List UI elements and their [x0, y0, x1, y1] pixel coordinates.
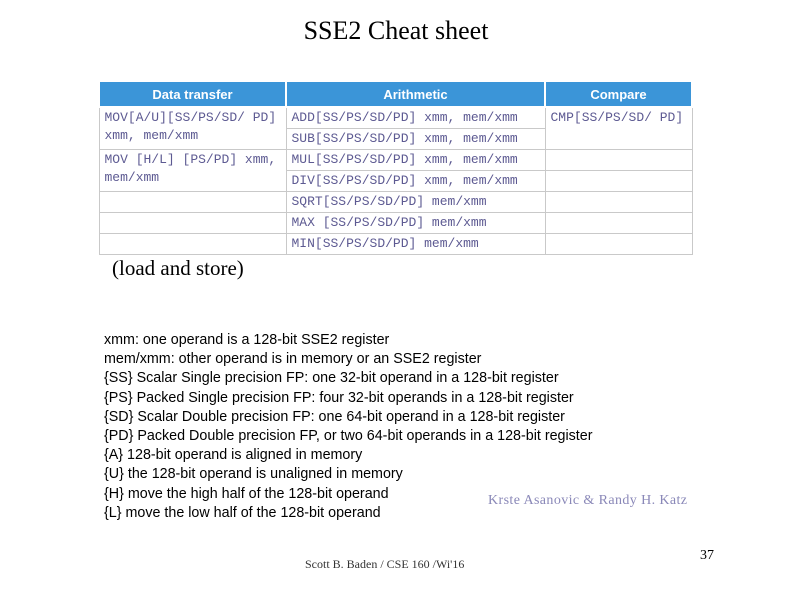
header-compare: Compare — [545, 81, 692, 107]
table-cell-max: MAX [SS/PS/SD/PD] mem/xmm — [286, 213, 545, 234]
note-line: {PS} Packed Single precision FP: four 32-bit operands in a 128-bit register — [104, 389, 574, 406]
table-cell-mul: MUL[SS/PS/SD/PD] xmm, mem/xmm — [286, 150, 545, 171]
page-number: 37 — [700, 548, 714, 563]
note-line: {PD} Packed Double precision FP, or two 64-bit operands in a 128-bit register — [104, 428, 593, 445]
table-cell-empty — [545, 234, 692, 255]
table-cell-sqrt: SQRT[SS/PS/SD/PD] mem/xmm — [286, 192, 545, 213]
table-cell-div: DIV[SS/PS/SD/PD] xmm, mem/xmm — [286, 171, 545, 192]
table-row — [99, 150, 692, 171]
table-cell-empty — [99, 213, 286, 234]
table-cell-mov-half: MOV [H/L] [PS/PD] xmm, mem/xmm — [99, 150, 286, 192]
header-data-transfer: Data transfer — [99, 81, 286, 107]
header-arithmetic: Arithmetic — [286, 81, 545, 107]
table-row — [99, 107, 692, 129]
load-store-label: (load and store) — [112, 256, 244, 280]
table-cell-min: MIN[SS/PS/SD/PD] mem/xmm — [286, 234, 545, 255]
table-cell-sub: SUB[SS/PS/SD/PD] xmm, mem/xmm — [286, 129, 545, 150]
table-cell-mov-aligned: MOV[A/U][SS/PS/SD/ PD] xmm, mem/xmm — [99, 107, 286, 150]
note-line: xmm: one operand is a 128-bit SSE2 register — [104, 332, 390, 348]
table-row — [99, 192, 692, 213]
note-line: {U} the 128-bit operand is unaligned in memory — [104, 466, 403, 483]
table-row — [99, 234, 692, 255]
table-cell-cmp: CMP[SS/PS/SD/ PD] — [545, 107, 692, 150]
note-line: {H} move the high half of the 128-bit operand — [104, 485, 389, 502]
note-line: mem/xmm: other operand is in memory or an SSE2 register — [104, 351, 482, 368]
note-line: {A} 128-bit operand is aligned in memory — [104, 447, 363, 464]
table-cell-empty — [545, 150, 692, 171]
slide-title: SSE2 Cheat sheet — [303, 16, 489, 45]
table-cell-empty — [545, 171, 692, 192]
table-cell-add: ADD[SS/PS/SD/PD] xmm, mem/xmm — [286, 107, 545, 129]
table-cell-empty — [99, 234, 286, 255]
sse2-cheat-table — [98, 80, 693, 255]
table-row — [99, 213, 692, 234]
table-header-row — [99, 81, 692, 107]
note-line: {SD} Scalar Double precision FP: one 64-bit operand in a 128-bit register — [104, 408, 565, 425]
author-credit: Krste Asanovic & Randy H. Katz — [488, 493, 688, 508]
table-cell-empty — [545, 192, 692, 213]
note-line: {SS} Scalar Single precision FP: one 32-bit operand in a 128-bit register — [104, 370, 559, 387]
table-cell-empty — [545, 213, 692, 234]
note-line: {L} move the low half of the 128-bit operand — [104, 504, 381, 521]
table-cell-empty — [99, 192, 286, 213]
slide-footer: Scott B. Baden / CSE 160 /Wi'16 — [305, 557, 465, 571]
